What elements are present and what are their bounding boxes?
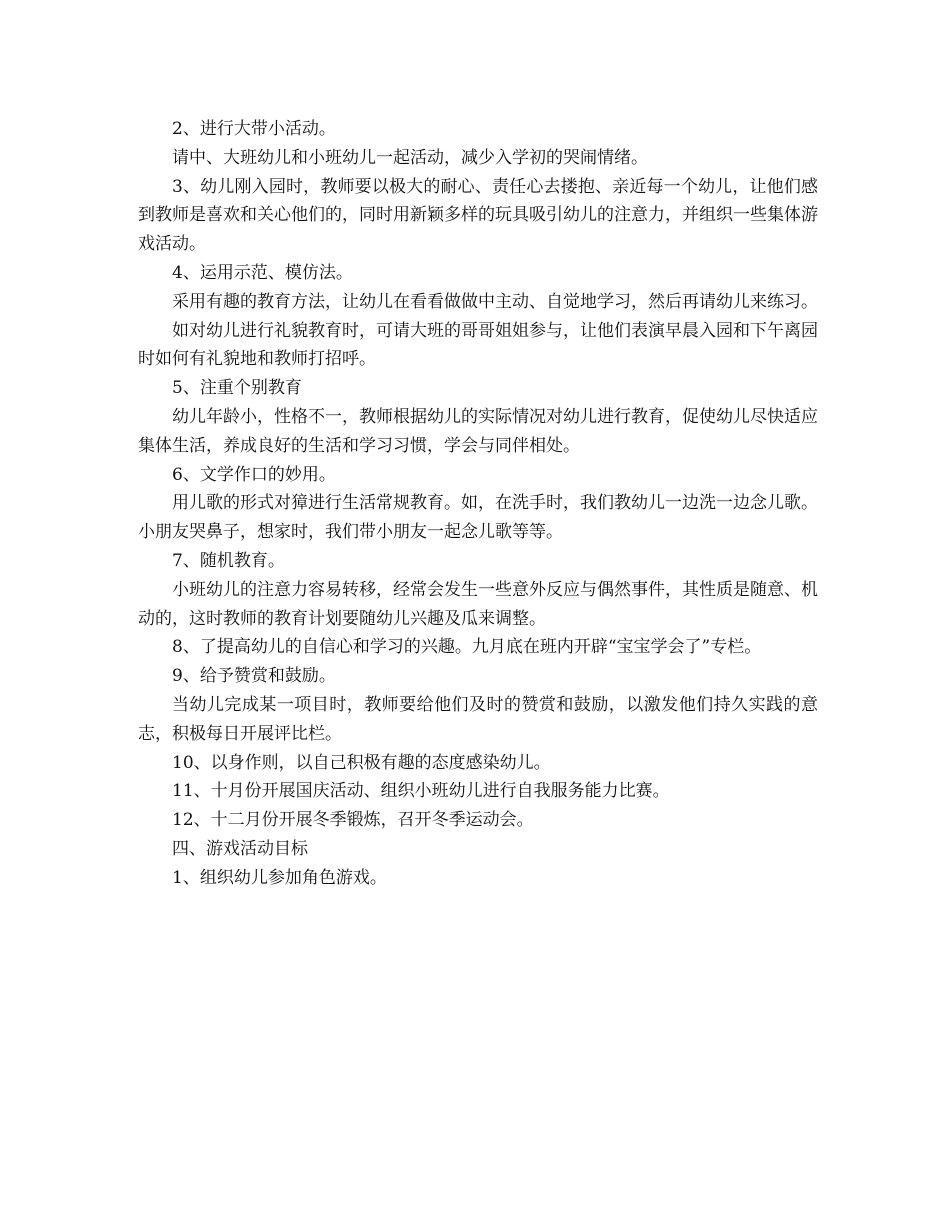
- paragraph: 12、十二月份开展冬季锻炼，召开冬季运动会。: [172, 810, 534, 831]
- paragraph: 采用有趣的教育方法，让幼儿在看看做做中主动、自觉地学习，然后再请幼儿来练习。: [172, 291, 818, 312]
- paragraph: 用儿歌的形式对獐进行生活常规教育。如，在洗手时，我们教幼儿一边洗一边念儿歌。小朋友哭鼻子，想家时，我们带小朋友一起念儿歌等等。: [138, 493, 818, 543]
- paragraph: 10、以身作则，以自己积极有趣的态度感染幼儿。: [172, 752, 551, 773]
- paragraph: 9、给予赞赏和鼓励。: [172, 666, 336, 687]
- paragraph: 6、文学作口的妙用。: [172, 464, 336, 485]
- document-body: [138, 115, 818, 893]
- paragraph: 如对幼儿进行礼貌教育时，可请大班的哥哥姐姐参与，让他们表演早晨入园和下午离园时如何有礼貌地和教师打招呼。: [138, 320, 818, 370]
- paragraph: 当幼儿完成某一项目时，教师要给他们及时的赞赏和鼓励，以激发他们持久实践的意志，积极每日开展评比栏。: [138, 694, 818, 744]
- section-heading: 四、游戏活动目标: [172, 838, 308, 859]
- paragraph: 3、幼儿刚入园时，教师要以极大的耐心、责任心去搂抱、亲近每一个幼儿，让他们感到教师是喜欢和关心他们的，同时用新颖多样的玩具吸引幼儿的注意力，并组织一些集体游戏活动。: [138, 176, 818, 255]
- paragraph: 小班幼儿的注意力容易转移，经常会发生一些意外反应与偶然事件，其性质是随意、机动的，这时教师的教育计划要随幼儿兴趣及瓜来调整。: [138, 579, 818, 629]
- paragraph: 7、随机教育。: [172, 550, 285, 571]
- paragraph: 1、组织幼儿参加角色游戏。: [172, 867, 387, 888]
- paragraph: 请中、大班幼儿和小班幼儿一起活动，减少入学初的哭闹情绪。: [172, 147, 648, 168]
- paragraph: 5、注重个别教育: [172, 378, 302, 399]
- paragraph: 幼儿年龄小，性格不一，教师根据幼儿的实际情况对幼儿进行教育，促使幼儿尽快适应集体生活，养成良好的生活和学习习惯，学会与同伴相处。: [138, 406, 818, 456]
- paragraph: 11、十月份开展国庆活动、组织小班幼儿进行自我服务能力比赛。: [172, 781, 670, 802]
- paragraph: 2、进行大带小活动。: [172, 119, 336, 139]
- paragraph: 8、了提高幼儿的自信心和学习的兴趣。九月底在班内开辟“宝宝学会了”专栏。: [172, 637, 762, 658]
- paragraph: 4、运用示范、模仿法。: [172, 262, 353, 283]
